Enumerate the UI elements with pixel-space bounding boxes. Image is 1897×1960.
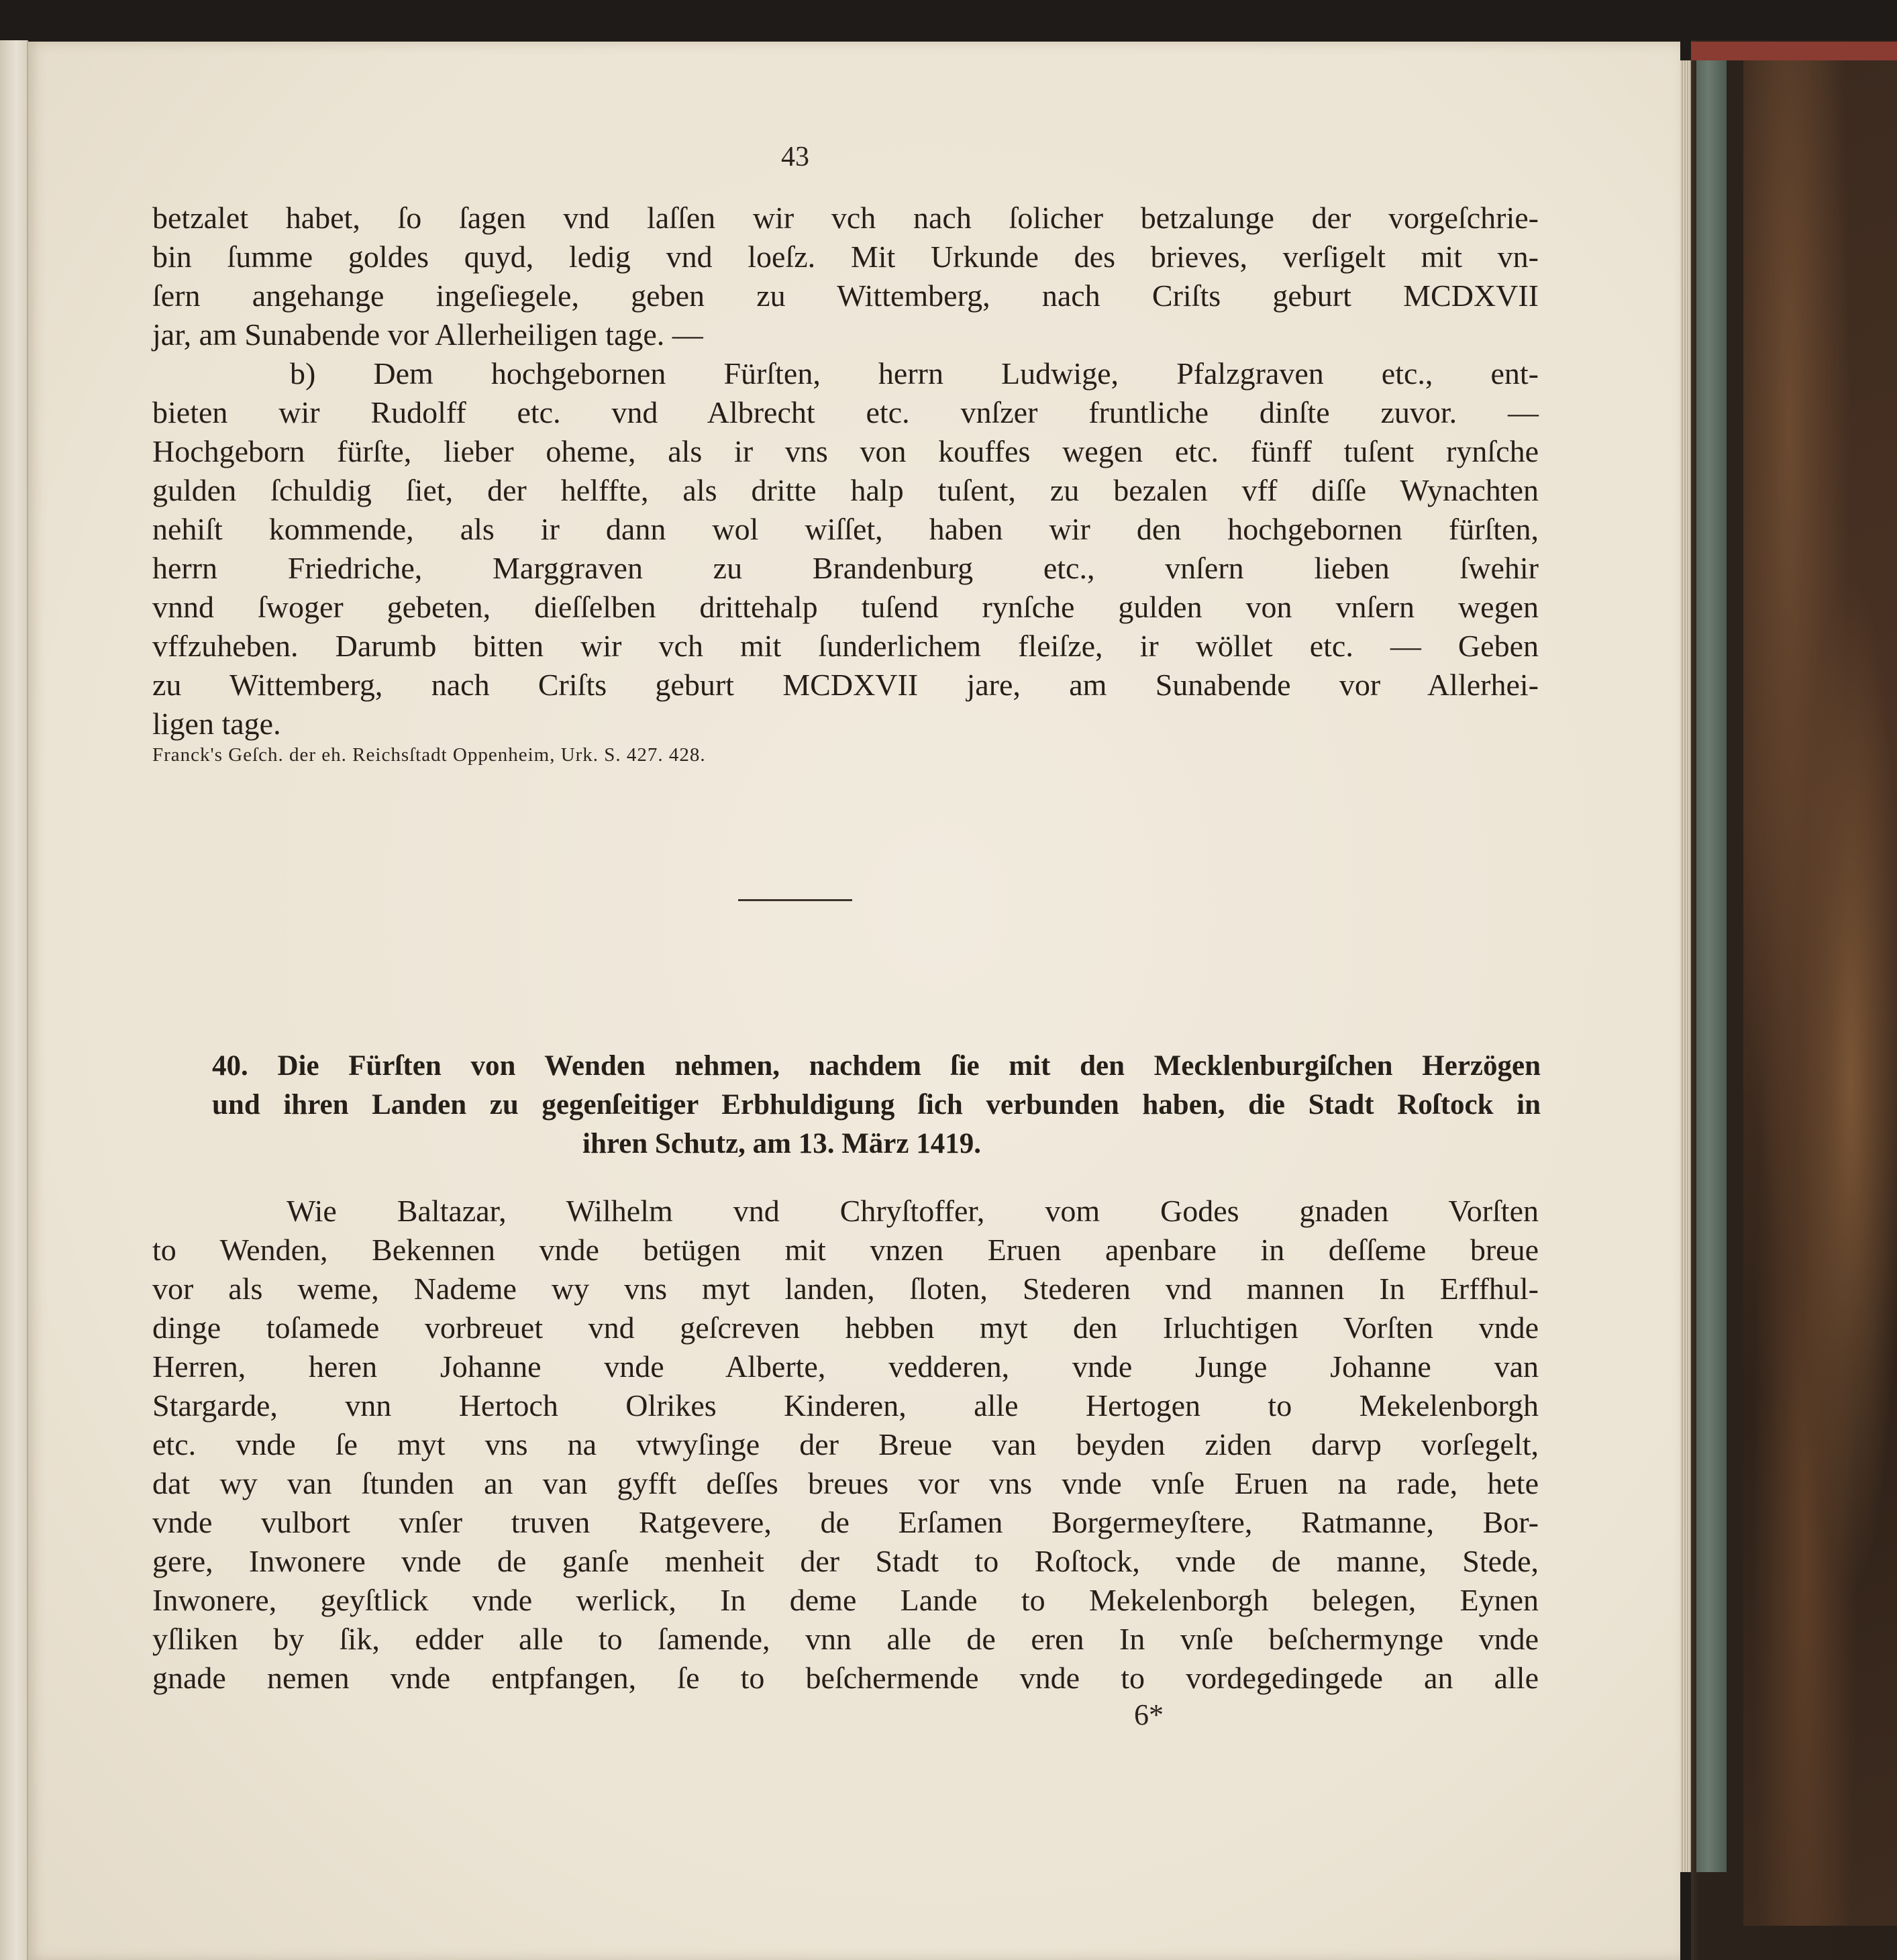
text-line: bieten wir Rudolff etc. vnd Albrecht etc. vnſzer fruntliche dinſte zuvor. — xyxy=(152,395,1539,429)
text-line: betzalet habet, ſo ſagen vnd laſſen wir vch nach ſolicher betzalunge der vorgeſchrie- xyxy=(152,201,1539,235)
text-line: ſern angehange ingeſiegele, geben zu Wittemberg, nach Criſts geburt MCDXVII xyxy=(152,278,1539,313)
cover-spine-top xyxy=(1691,42,1897,60)
text-line: Wie Baltazar, Wilhelm vnd Chryſtoffer, vom Godes gnaden Vorſten xyxy=(287,1194,1539,1228)
text-line: dat wy van ſtunden an van gyfft deſſes breues vor vns vnde vnſe Eruen na rade, hete xyxy=(152,1466,1539,1500)
marbled-cover xyxy=(1743,54,1897,1926)
text-line: dinge toſamede vorbreuet vnd geſcreven hebben myt den Irluchtigen Vorſten vnde xyxy=(152,1310,1539,1345)
text-line: jar, am Sunabende vor Allerheiligen tage. — xyxy=(152,317,703,352)
section-heading-line: 40. Die Fürſten von Wenden nehmen, nachdem ſie mit den Mecklenburgiſchen Herzögen xyxy=(212,1050,1541,1082)
section-heading-line: ihren Schutz, am 13. März 1419. xyxy=(582,1128,981,1159)
text-line: zu Wittemberg, nach Criſts geburt MCDXVII jare, am Sunabende vor Allerhei- xyxy=(152,668,1539,702)
previous-page-edge xyxy=(0,40,28,1960)
text-line: gulden ſchuldig ſiet, der helffte, als dritte halp tuſent, zu bezalen vff diſſe Wynachten xyxy=(152,473,1539,507)
text-line: vnnd ſwoger gebeten, dieſſelben drittehalp tuſend rynſche gulden von vnſern wegen xyxy=(152,590,1539,624)
text-line: vor als weme, Nademe wy vns myt landen, ſloten, Stederen vnd mannen In Erffhul- xyxy=(152,1272,1539,1306)
section-divider xyxy=(738,899,852,901)
text-line: ligen tage. xyxy=(152,707,281,741)
cover-board-edge xyxy=(1696,60,1727,1872)
signature-mark: 6* xyxy=(1134,1698,1164,1731)
text-line: gere, Inwonere vnde de ganſe menheit der Stadt to Roſtock, vnde de manne, Stede, xyxy=(152,1544,1539,1578)
text-line: bin ſumme goldes quyd, ledig vnd loeſz. Mit Urkunde des brieves, verſigelt mit vn- xyxy=(152,240,1539,274)
text-line: Inwonere, geyſtlick vnde werlick, In deme Lande to Mekelenborgh belegen, Eynen xyxy=(152,1583,1539,1617)
text-line: gnade nemen vnde entpfangen, ſe to beſchermende vnde to vordegedingede an alle xyxy=(152,1661,1539,1695)
text-line: to Wenden, Bekennen vnde betügen mit vnzen Eruen apenbare in deſſeme breue xyxy=(152,1233,1539,1267)
source-citation: Franck's Geſch. der eh. Reichsſtadt Oppenheim, Urk. S. 427. 428. xyxy=(152,744,706,766)
text-line: vnde vulbort vnſer truven Ratgevere, de Erſamen Borgermeyſtere, Ratmanne, Bor- xyxy=(152,1505,1539,1539)
text-line: Stargarde, vnn Hertoch Olrikes Kinderen, alle Hertogen to Mekelenborgh xyxy=(152,1388,1539,1423)
text-line: herrn Friedriche, Marggraven zu Brandenburg etc., vnſern lieben ſwehir xyxy=(152,551,1539,585)
text-line: nehiſt kommende, als ir dann wol wiſſet, haben wir den hochgebornen fürſten, xyxy=(152,512,1539,546)
text-line: b) Dem hochgebornen Fürſten, herrn Ludwige, Pfalzgraven etc., ent- xyxy=(290,356,1539,391)
text-line: Hochgeborn fürſte, lieber oheme, als ir vns von kouffes wegen etc. fünff tuſent rynſche xyxy=(152,434,1539,468)
text-line: etc. vnde ſe myt vns na vtwyſinge der Breue van beyden ziden darvp vorſegelt, xyxy=(152,1427,1539,1461)
text-line: vffzuheben. Darumb bitten wir vch mit ſunderlichem fleiſze, ir wöllet etc. — Geben xyxy=(152,629,1539,663)
text-line: Herren, heren Johanne vnde Alberte, vedderen, vnde Junge Johanne van xyxy=(152,1349,1539,1384)
page-number: 43 xyxy=(781,142,809,172)
page-stack-edge xyxy=(1680,60,1691,1872)
section-heading-line: und ihren Landen zu gegenſeitiger Erbhuldigung ſich verbunden haben, die Stadt Roſtock in xyxy=(212,1089,1541,1121)
text-line: yſliken by ſik, edder alle to ſamende, vnn alle de eren In vnſe beſchermynge vnde xyxy=(152,1622,1539,1656)
